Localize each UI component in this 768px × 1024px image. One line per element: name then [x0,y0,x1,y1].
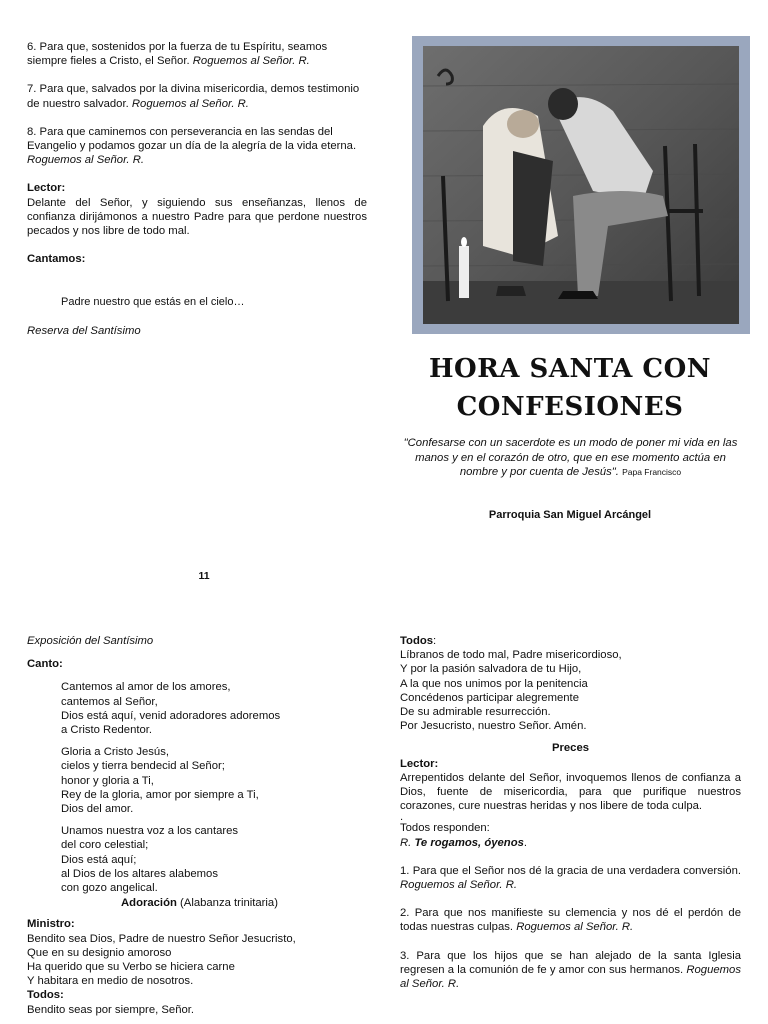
petition-6-response: Roguemos al Señor. R. [192,55,310,68]
response-end: . [523,836,528,849]
petition-7-response: Roguemos al Señor. R. [131,97,249,110]
petition-2-text: 2. Para que nos manifieste su clemencia y nos dé el perdón de todas nuestras culpas. [400,907,741,934]
petition-6 [27,40,367,68]
prayer-line: De su admirable resurrección. [400,706,551,719]
prayer-line: Concédenos participar alegremente [400,691,579,704]
stanza-line: Unamos nuestra voz a los cantares [61,825,239,838]
petition-3 [400,949,741,992]
confession-photo [423,46,739,324]
petition-1 [400,864,741,892]
stanza-line: del coro celestial; [61,839,149,852]
adoracion-heading [27,896,372,910]
stanza-line: cantemos al Señor, [61,695,158,708]
title-line-2: CONFESIONES [456,392,684,422]
stanza-line: Dios del amor. [61,803,134,816]
prayer-line: Y habitara en medio de nosotros. [27,975,194,988]
petition-1-text: 1. Para que el Señor nos dé la gracia de una verdadera conversión. [400,864,741,877]
reserva-santisimo [27,324,367,338]
exposicion-heading [27,634,372,648]
adoracion-title: Adoración [121,897,177,910]
todos-label: Todos [400,635,434,647]
petition-2-response: Roguemos al Señor. R. [516,921,634,934]
cover-quote [398,436,743,480]
ministro-prayer [27,932,372,989]
petition-1-response: Roguemos al Señor. R. [400,879,518,892]
quote-author: Papa Francisco [622,467,682,477]
separator-dot: . [400,811,404,824]
stanza-line: Dios está aquí; [61,853,137,866]
exposicion-text: Exposición del Santísimo [27,635,154,647]
petition-6-text: 6. Para que, sostenidos por la fuerza de tu Espíritu, seamos siempre fieles a Cristo, el Señor. [27,41,328,68]
petition-8 [27,125,367,168]
top-left-column [27,40,367,338]
hymn-stanza-3 [61,824,372,895]
todos-prayer [400,648,741,733]
cover-title [400,350,740,426]
hymn-stanza-1 [61,680,372,737]
bottom-right-column [400,634,741,991]
prayer-line: Y por la pasión salvadora de tu Hijo, [400,663,582,676]
adoracion-subtitle: (Alabanza trinitaria) [176,897,278,910]
page-number: 11 [198,570,210,582]
quote-text: "Confesarse con un sacerdote es un modo de poner mi vida en las manos y en el corazón de otro, que en ese momento actúa en nombre y por cuenta de Jesús". [403,437,738,478]
stanza-line: honor y gloria a Ti, [61,774,154,787]
lector-label: Lector: [400,757,439,770]
bottom-left-column [27,634,372,1017]
parish-name: Parroquia San Miguel Arcángel [488,509,652,521]
petition-7-text: 7. Para que, salvados por la divina misericordia, demos testimonio de nuestro salvador. [27,83,360,110]
prayer-line: Que en su designio amoroso [27,946,172,959]
response-prefix: R. [400,836,415,849]
cover-photo-frame [412,36,750,334]
hymn-stanza-2 [61,745,372,816]
prayer-line: Por Jesucristo, nuestro Señor. Amén. [400,720,587,733]
stanza-line: Cantemos al amor de los amores, [61,681,231,694]
todos-colon: : [433,635,437,647]
prayer-line: A la que nos unimos por la penitencia [400,677,588,690]
preces-heading: Preces [551,742,590,755]
lector-label: Lector: [27,182,66,195]
stanza-line: cielos y tierra bendecid al Señor; [61,760,225,773]
petition-3-text: 3. Para que los hijos que se han alejado de la santa Iglesia regresen a la comunión de fe y amor con sus hermanos. [400,949,741,976]
todos-responden: Todos responden: [400,822,490,835]
confession-photo-illustration [423,46,739,324]
cantamos-label: Cantamos: [27,253,86,266]
stanza-line: a Cristo Redentor. [61,724,153,737]
stanza-line: con gozo angelical. [61,882,158,895]
ministro-label: Ministro: [27,918,75,931]
padre-nuestro: Padre nuestro que estás en el cielo… [61,296,245,309]
stanza-line: Rey de la gloria, amor por siempre a Ti, [61,788,259,801]
prayer-line: Ha querido que su Verbo se hiciera carne [27,961,235,974]
title-line-1: HORA SANTA CON [428,354,712,384]
prayer-line: Líbranos de todo mal, Padre misericordioso, [400,649,622,662]
stanza-line: Gloria a Cristo Jesús, [61,746,169,759]
petition-8-response: Roguemos al Señor. R. [27,154,145,167]
petition-2 [400,906,741,934]
stanza-line: al Dios de los altares alabemos [61,867,218,880]
prayer-line: Bendito sea Dios, Padre de nuestro Señor Jesucristo, [27,932,296,945]
petition-8-text: 8. Para que caminemos con perseverancia en las sendas del Evangelio y podamos gozar un día de la alegría de la vida eterna. [27,125,357,153]
lector-text: Delante del Señor, y siguiendo sus enseñanzas, llenos de confianza dirijámonos a nuestro Padre para que perdone nuestros pecados y nos libre de todo mal. [27,196,367,238]
todos-label: Todos: [27,989,64,1002]
petition-3-response: Roguemos al Señor. R. [400,963,741,991]
lector-text: Arrepentidos delante del Señor, invoquemos llenos de confianza a Dios, fuente de misericordia, para que purifique nuestros corazones, cure nuestras heridas y nos libere de toda culpa. [400,771,741,813]
response-formula [400,836,741,850]
petition-7 [27,82,367,110]
stanza-line: Dios está aquí, venid adoradores adoremos [61,709,281,722]
canto-label: Canto: [27,658,63,671]
todos-response: Bendito seas por siempre, Señor. [27,1003,195,1016]
response-text: Te rogamos, óyenos [414,836,524,849]
todos-heading [400,634,741,648]
reserva-text: Reserva del Santísimo [27,324,141,337]
